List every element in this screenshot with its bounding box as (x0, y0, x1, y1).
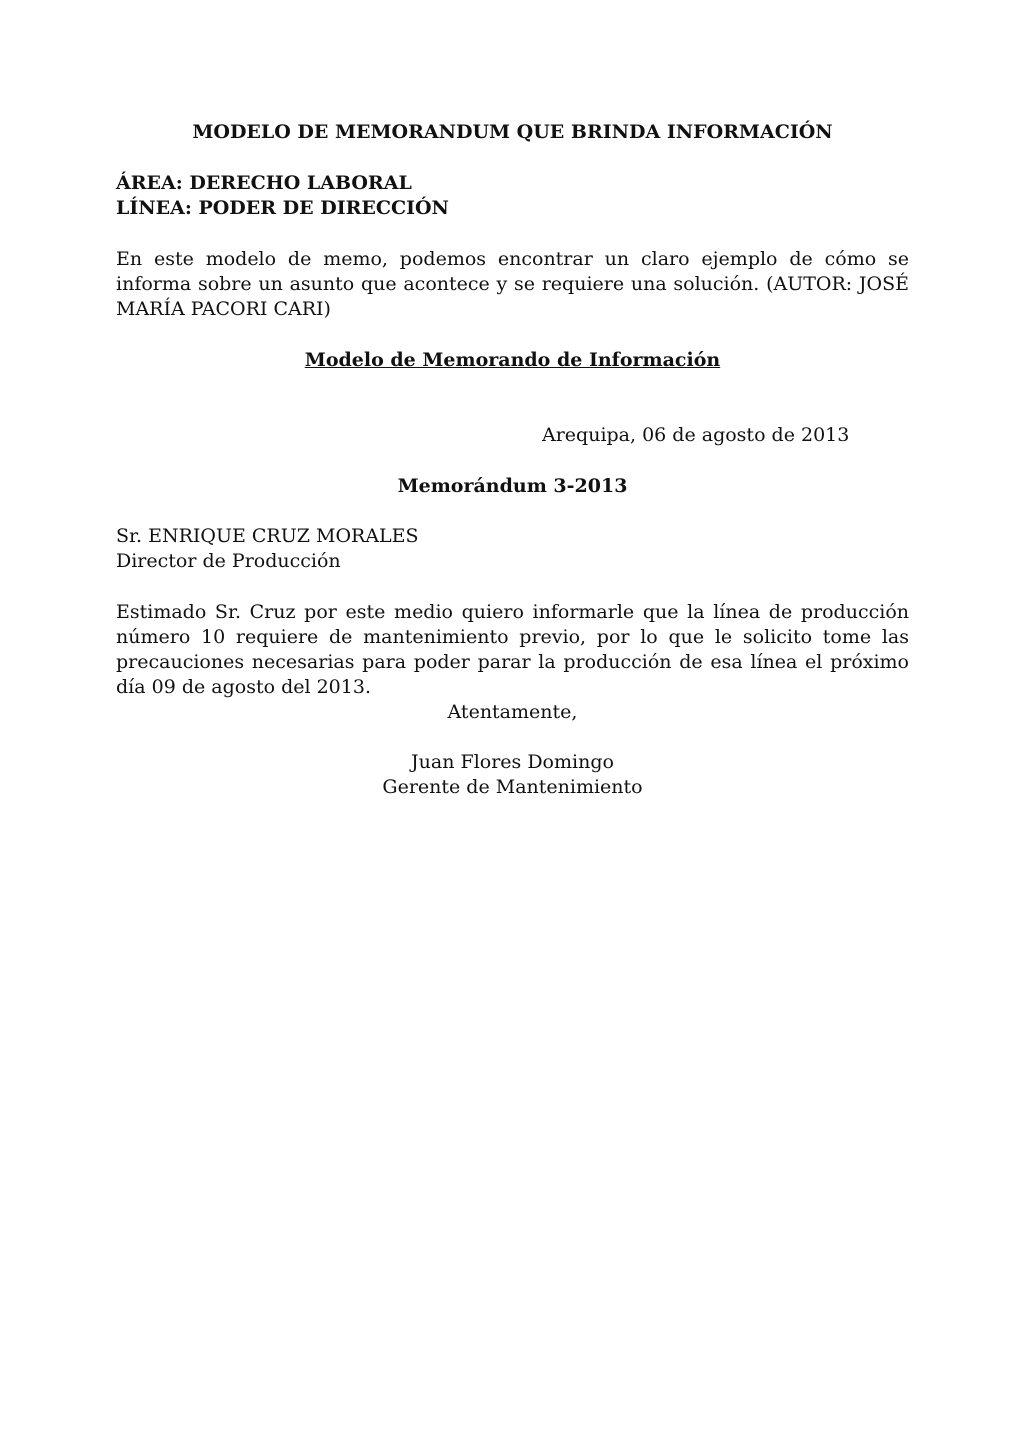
area-line: ÁREA: DERECHO LABORAL (116, 172, 412, 194)
recipient-block (116, 524, 909, 574)
signature-block (116, 750, 909, 800)
signer-title: Gerente de Mantenimiento (382, 776, 643, 798)
spacer (116, 221, 909, 247)
document-title: MODELO DE MEMORANDUM QUE BRINDA INFORMACIÓN (192, 121, 833, 143)
memo-body: Estimado Sr. Cruz por este medio quiero informarle que la línea de producción número 10 requiere de mantenimiento previo, por lo que le solicito tome las precauciones necesarias para poder parar la producción de esa línea el próximo día 09 de agosto del 2013. (116, 601, 909, 698)
document-content (116, 120, 909, 800)
signer-name: Juan Flores Domingo (411, 751, 614, 773)
recipient-name: Sr. ENRIQUE CRUZ MORALES (116, 525, 419, 547)
linea-line: LÍNEA: PODER DE DIRECCIÓN (116, 197, 449, 219)
memo-number: Memorándum 3-2013 (397, 475, 628, 497)
memo-date: Arequipa, 06 de agosto de 2013 (542, 424, 850, 446)
recipient-title: Director de Producción (116, 550, 341, 572)
closing-line: Atentamente, (447, 701, 578, 723)
memo-subtitle: Modelo de Memorando de Información (304, 349, 721, 371)
intro-paragraph: En este modelo de memo, podemos encontrar un claro ejemplo de cómo se informa sobre un asunto que acontece y se requiere una solución. (AUTOR: JOSÉ MARÍA PACORI CARI) (116, 248, 909, 320)
